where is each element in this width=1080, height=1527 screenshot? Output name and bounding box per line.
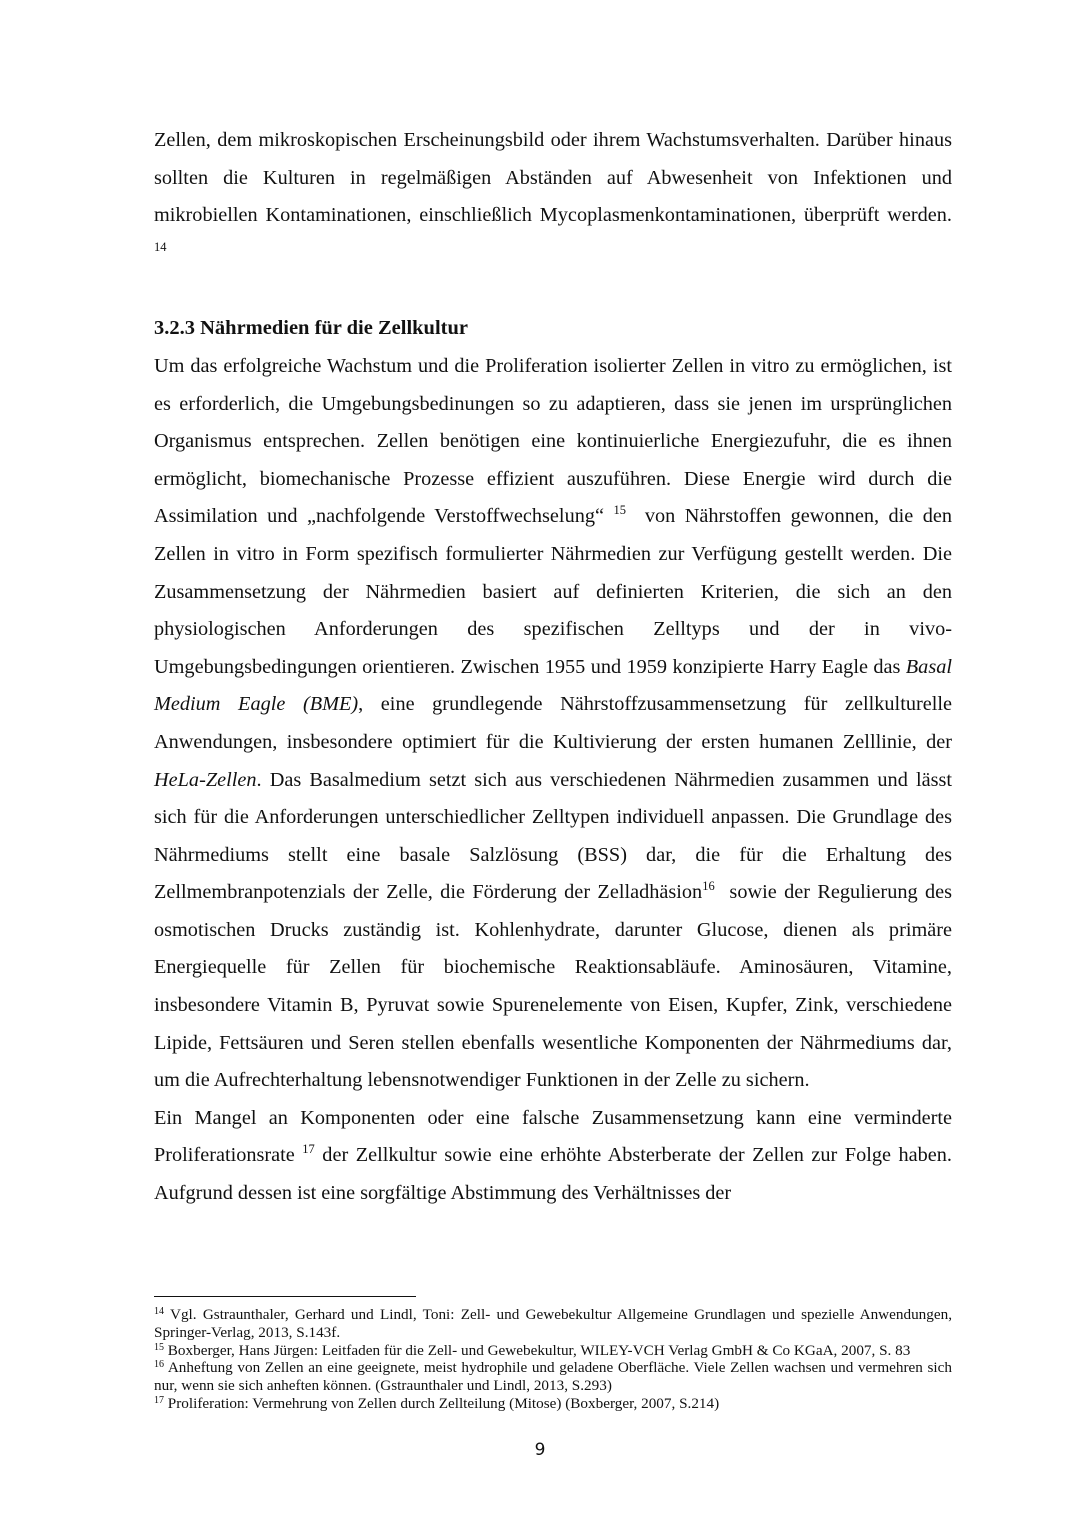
- paragraph-naehrmedien: [154, 348, 952, 1100]
- footnote-number: 15: [154, 1341, 164, 1353]
- footnote-text: Boxberger, Hans Jürgen: Leitfaden für die Zell- und Gewebekultur, WILEY-VCH Verlag GmbH & Co KGaA, 2007, S. 83: [167, 1341, 911, 1359]
- footnote-divider: [154, 1296, 416, 1297]
- intro-text: Zellen, dem mikroskopischen Erscheinungsbild oder ihrem Wachstumsverhalten. Darüber hinaus sollten die Kulturen in regelmäßigen Abständen auf Abwesenheit von Infektionen und mikrobiellen Kontaminationen, einschließlich Mycoplasmenkontaminationen, überprüft werden.: [154, 129, 952, 227]
- paragraph-text: der Zellkultur sowie eine erhöhte Absterberate der Zellen zur Folge haben. Aufgrund dessen ist eine sorgfältige Abstimmung des Verhältnisses der: [154, 1144, 952, 1205]
- paragraph-text: von Nährstoffen gewonnen, die den Zellen in vitro in Form spezifisch formulierter Nährmedien zur Verfügung gestellt werden. Die Zusammensetzung der Nährmedien basiert auf definierten Kriterien, die sich an den physiologischen Anforderungen des spezifischen Zelltyps und der in vivo-Umgebungsbedingungen orientieren. Zwischen 1955 und 1959 konzipierte Harry Eagle das: [154, 505, 953, 678]
- footnote-14: [154, 1306, 952, 1342]
- paragraph-text: . Das Basalmedium setzt sich aus verschiedenen Nährmedien zusammen und lässt sich für die Anforderungen unterschiedlicher Zelltypen individuell anpassen. Die Grundlage des Nährmediums stellt eine basale Salzlösung (BSS) dar, die für die Erhaltung des Zellmembranpotenzials der Zelle, die Förderung der Zelladhäsion: [154, 768, 952, 904]
- emphasis-hela: HeLa-Zellen: [154, 768, 257, 791]
- paragraph-mangel: [154, 1100, 952, 1213]
- intro-paragraph: [154, 122, 952, 272]
- paragraph-text: Ein Mangel an Komponenten oder eine falsche Zusammensetzung kann eine verminderte Proliferationsrate: [154, 1106, 952, 1167]
- paragraph-text: Um das erfolgreiche Wachstum und die Proliferation isolierter Zellen in vitro zu ermöglichen, ist es erforderlich, die Umgebungsbedinungen so zu adaptieren, dass sie jenen im ursprünglichen Organismus entsprechen. Zellen benötigen eine kontinuierliche Energiezufuhr, die es ihnen ermöglicht, biomechanische Prozesse effizient auszuführen. Diese Energie wird durch die Assimilation und „nachfolgende Verstoffwechselung“: [154, 354, 952, 528]
- footnote-number: 16: [154, 1359, 164, 1371]
- footnote-ref-16[interactable]: 16: [702, 879, 715, 894]
- paragraph-text: sowie der Regulierung des osmotischen Drucks zuständig ist. Kohlenhydrate, darunter Glucose, dienen als primäre Energiequelle für Zellen für biochemische Reaktionsabläufe. Aminosäuren, Vitamine, insbesondere Vitamin B, Pyruvat sowie Spurenelemente von Eisen, Kupfer, Zink, verschiedene Lipide, Fettsäuren und Seren stellen ebenfalls wesentliche Komponenten der Nährmediums dar, um die Aufrechterhaltung lebensnotwendiger Funktionen in der Zelle zu sichern.: [154, 881, 953, 1092]
- footnote-15: [154, 1342, 952, 1360]
- footnote-ref-14[interactable]: 14: [154, 239, 167, 254]
- footnote-17: [154, 1395, 952, 1413]
- footnote-text: Anheftung von Zellen an eine geeignete, meist hydrophile und geladene Oberfläche. Viele Zellen wachsen und vermehren sich nur, wenn sie sich anheften können. (Gstraunthaler und Lindl, 2013, S.293): [154, 1359, 952, 1395]
- section-heading: 3.2.3 Nährmedien für die Zellkultur: [154, 317, 468, 340]
- footnote-ref-17[interactable]: 17: [302, 1142, 315, 1157]
- footnote-number: 14: [154, 1306, 164, 1317]
- footnote-16: [154, 1359, 952, 1395]
- footnotes: [154, 1296, 952, 1413]
- footnote-text: Proliferation: Vermehrung von Zellen durch Zellteilung (Mitose) (Boxberger, 2007, S.214): [167, 1394, 720, 1412]
- paragraph-text: , eine grundlegende Nährstoffzusammensetzung für zellkulturelle Anwendungen, insbesondere optimiert für die Kultivierung der ersten humanen Zelllinie, der: [154, 693, 952, 753]
- body-text: [154, 122, 952, 1213]
- footnote-text: Vgl. Gstraunthaler, Gerhard und Lindl, Toni: Zell- und Gewebekultur Allgemeine Grundlagen und spezielle Anwendungen, Springer-Verlag, 2013, S.143f.: [154, 1306, 952, 1341]
- footnote-ref-15[interactable]: 15: [613, 503, 626, 518]
- emphasis-bme: Basal Medium Eagle (BME): [154, 655, 952, 716]
- page-number: 9: [534, 1440, 546, 1460]
- footnote-number: 17: [154, 1394, 164, 1406]
